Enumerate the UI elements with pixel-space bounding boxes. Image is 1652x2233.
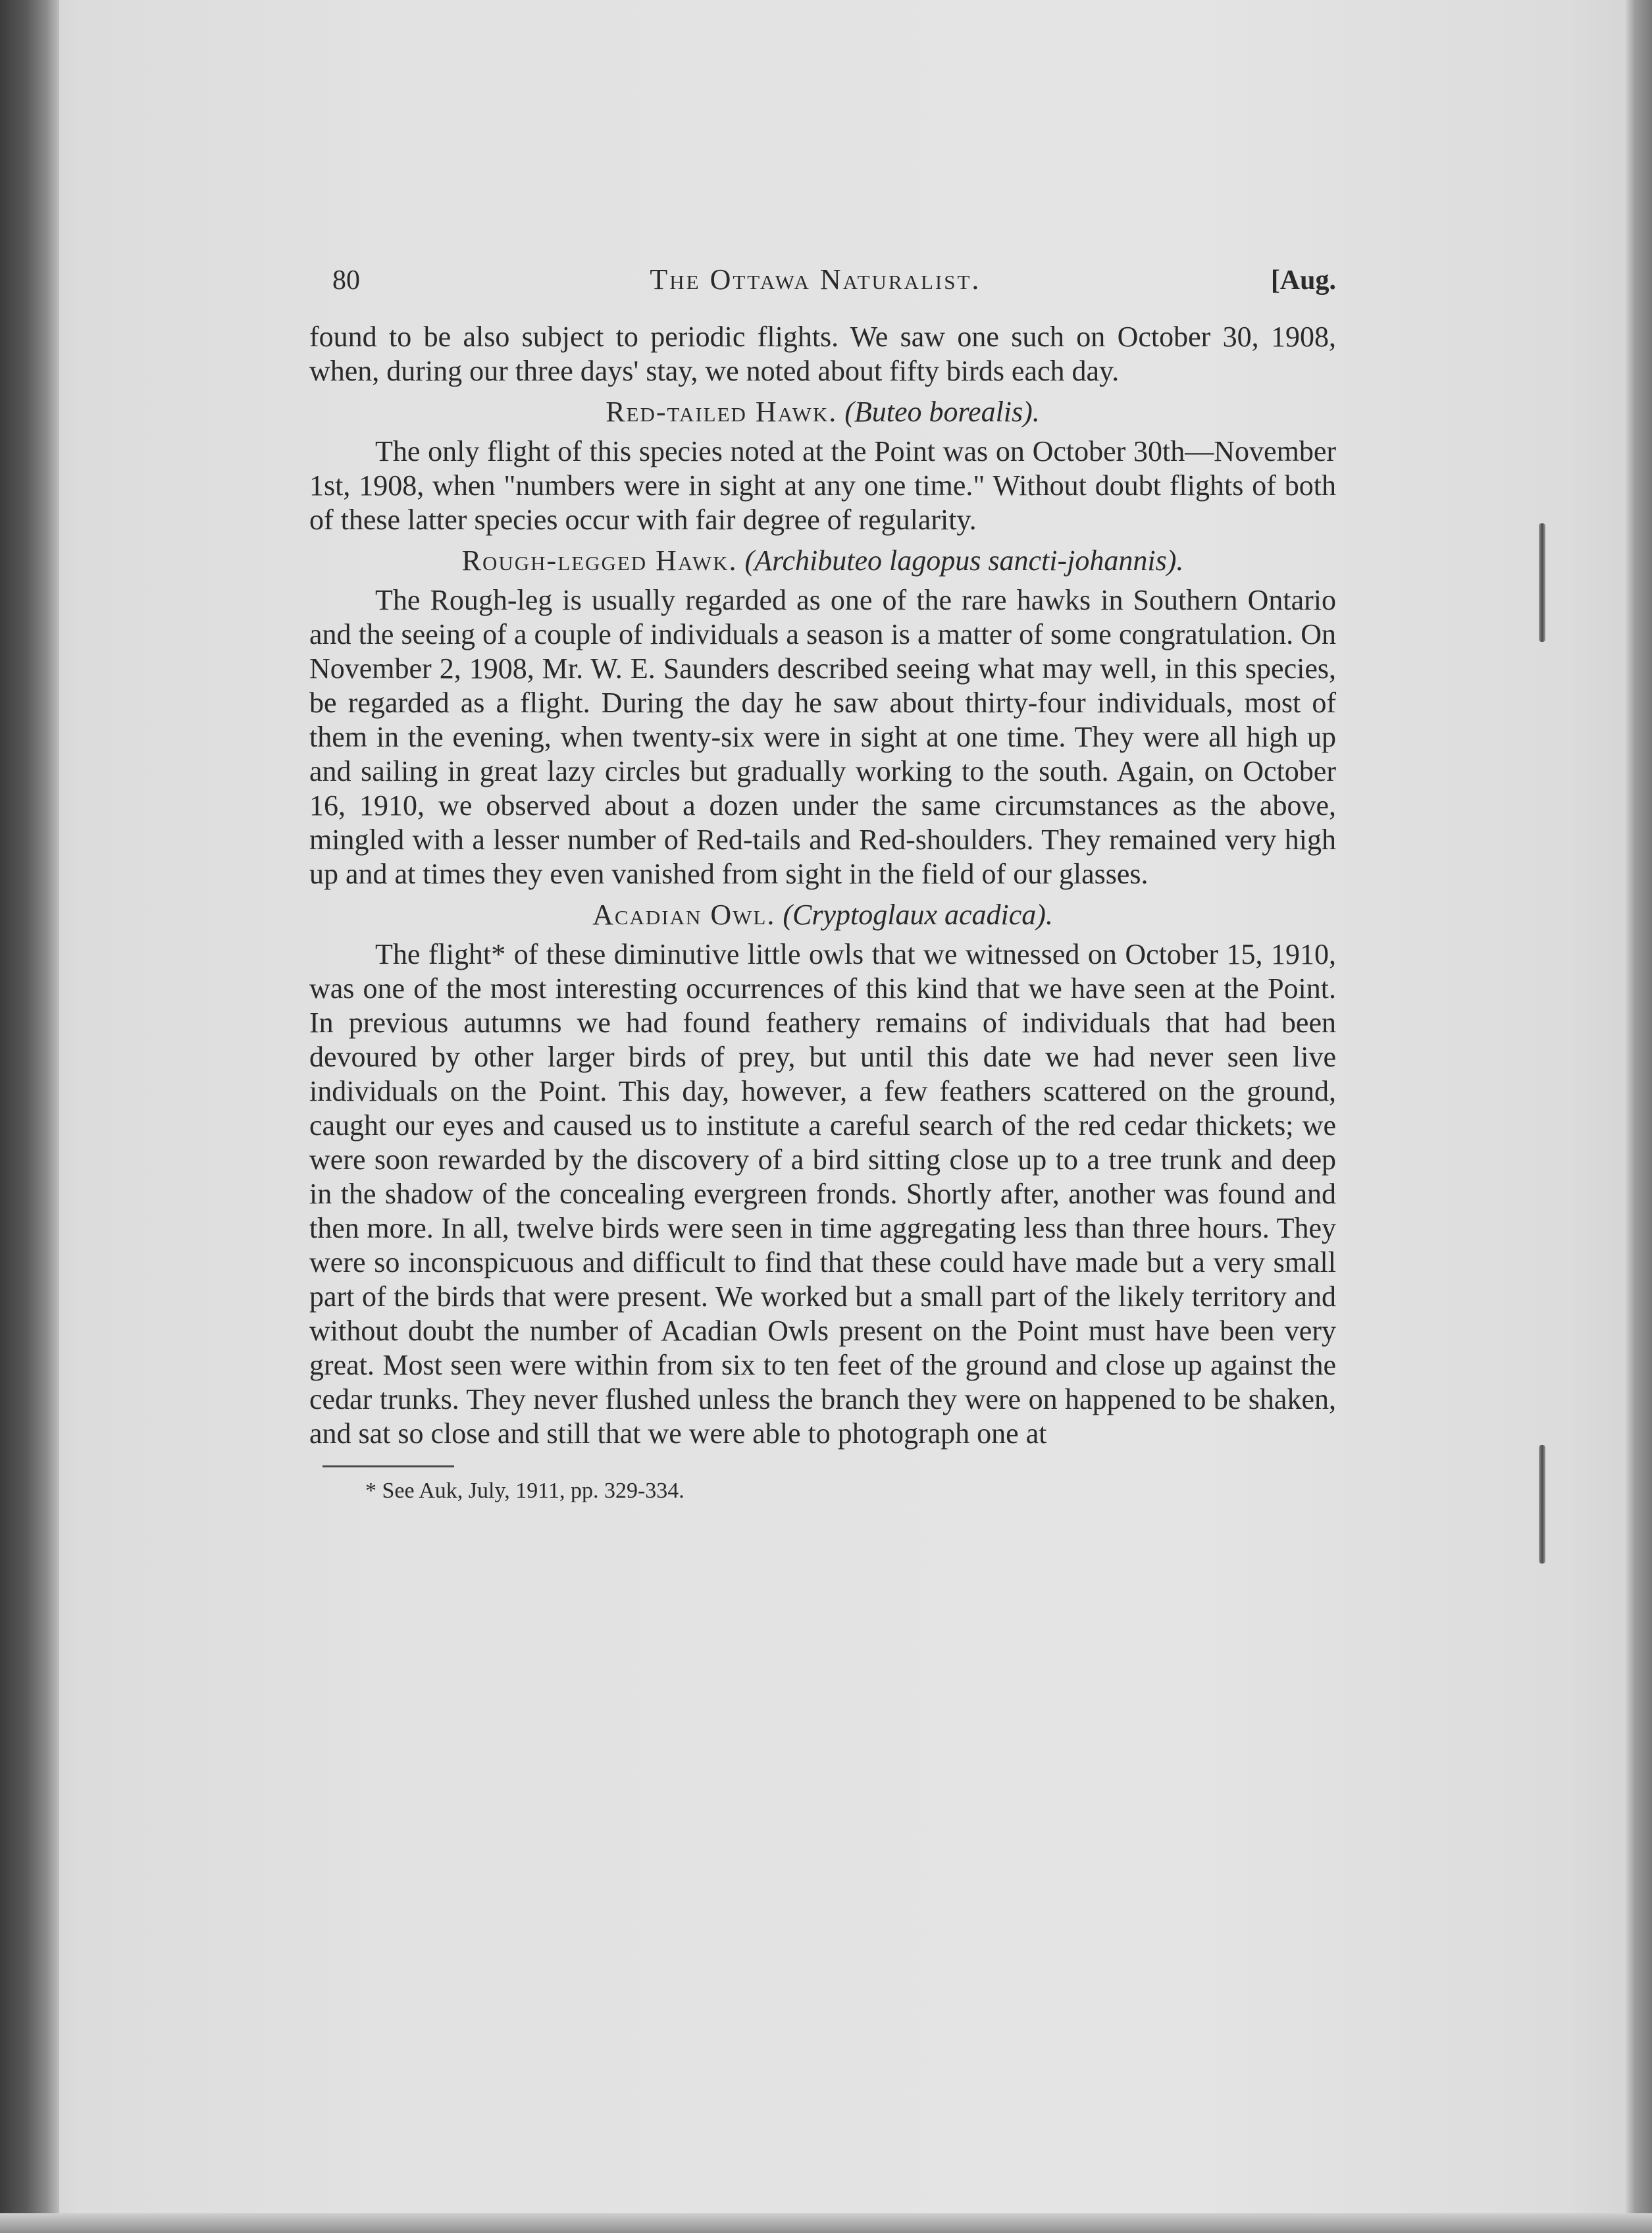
species-common-name: Acadian Owl. bbox=[592, 899, 776, 931]
running-head bbox=[332, 260, 1336, 300]
species-scientific-name: (Cryptoglaux acadica). bbox=[783, 899, 1053, 931]
page-edge-shadow bbox=[1626, 0, 1652, 2233]
page-number: 80 bbox=[332, 265, 360, 296]
species-scientific-name: (Archibuteo lagopus sancti-johannis). bbox=[744, 544, 1184, 577]
paragraph: The flight* of these diminutive little owls that we witnessed on October 15, 1910, was one of the most interesting occurrences of this kind that we have seen at the Point. In previous autumns we had found feathery remains of individuals that had been devoured by other larger birds of prey, but until this date we had never seen live individuals on the Point. This day, however, a few feathers scattered on the ground, caught our eyes and caused us to institute a careful search of the red cedar thickets; we were soon rewarded by the discovery of a bird sitting close up to a tree trunk and deep in the shadow of the concealing evergreen fronds. Shortly after, another was found and then more. In all, twelve birds were seen in time aggregating less than three hours. They were so inconspicuous and difficult to find that these could have made but a very small part of the birds that were present. We worked but a small part of the likely territory and without doubt the number of Acadian Owls present on the Point must have been very great. Most seen were within from six to ten feet of the ground and close up against the cedar trunks. They never flushed unless the branch they were on happened to be shaken, and sat so close and still that we were able to photograph one at bbox=[309, 938, 1336, 1450]
paragraph: The only flight of this species noted at the Point was on October 30th—November 1st, 1908, when "numbers were in sight at any one time." Without doubt flights of both of these latter species occur with fair degree of regularity. bbox=[309, 435, 1336, 536]
species-scientific-name: (Buteo borealis). bbox=[844, 396, 1040, 428]
footnote-divider bbox=[323, 1465, 454, 1467]
binding-shadow bbox=[0, 0, 59, 2233]
paragraph: found to be also subject to periodic flights. We saw one such on October 30, 1908, when, during our three days' stay, we noted about fifty birds each day. bbox=[309, 321, 1336, 387]
issue-month: [Aug. bbox=[1270, 265, 1336, 296]
staple-mark bbox=[1539, 1445, 1545, 1563]
footnote: * See Auk, July, 1911, pp. 329-334. bbox=[365, 1479, 684, 1503]
species-heading-red-tailed-hawk bbox=[309, 395, 1336, 429]
paragraph: The Rough-leg is usually regarded as one of the rare hawks in Southern Ontario and the seeing of a couple of individuals a season is a matter of some congratulation. On November 2, 1908, Mr. W. E. Saunders described seeing what may well, in this species, be regarded as a flight. During the day he saw about thirty-four individuals, most of them in the evening, when twenty-six were in sight at one time. They were all high up and sailing in great lazy circles but gradually working to the south. Again, on October 16, 1910, we observed about a dozen under the same circumstances as the above, mingled with a lesser number of Red-tails and Red-shoulders. They remained very high up and at times they even vanished from sight in the field of our glasses. bbox=[309, 584, 1336, 890]
staple-mark bbox=[1539, 523, 1545, 642]
page-bottom-shadow bbox=[0, 2213, 1652, 2233]
text-column bbox=[309, 260, 1336, 1506]
journal-title: The Ottawa Naturalist. bbox=[650, 263, 981, 296]
species-heading-rough-legged-hawk bbox=[309, 544, 1336, 578]
species-common-name: Red-tailed Hawk. bbox=[606, 396, 838, 428]
species-common-name: Rough-legged Hawk. bbox=[461, 544, 738, 577]
species-heading-acadian-owl bbox=[309, 898, 1336, 932]
